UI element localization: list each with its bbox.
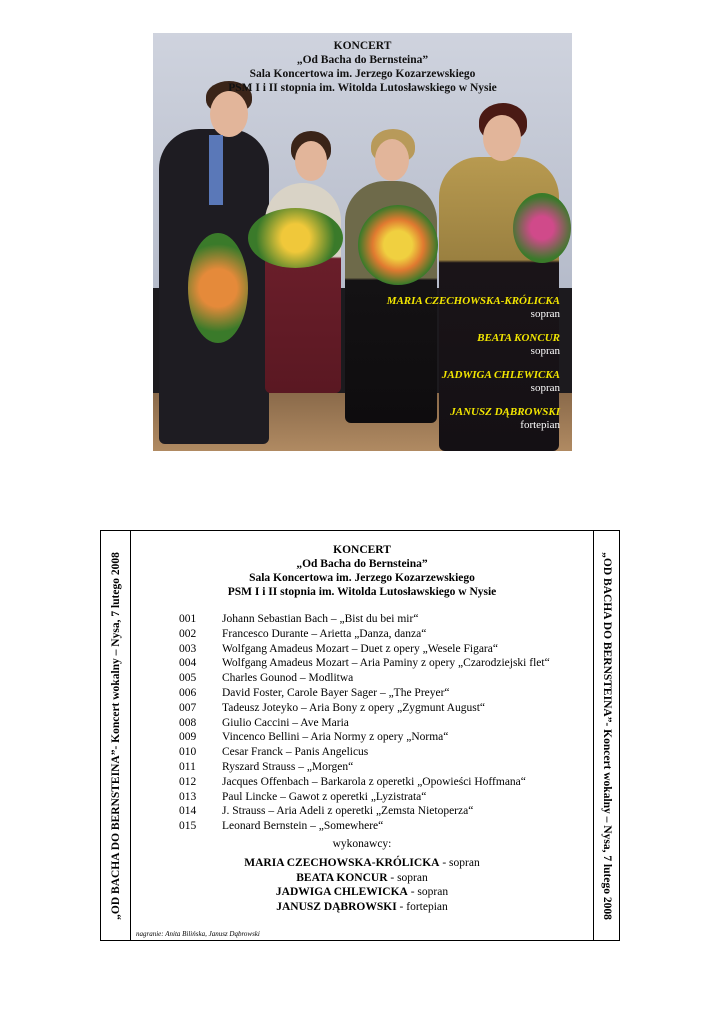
- track-title: Tadeusz Joteyko – Aria Bony z opery „Zygmunt August“: [222, 701, 486, 714]
- track-row: [179, 656, 550, 671]
- track-row: [179, 716, 550, 731]
- performer-head-2: [295, 141, 327, 181]
- track-title: Francesco Durante – Arietta „Danza, danza“: [222, 627, 427, 640]
- track-number: 009: [179, 731, 197, 744]
- cover-title-line: „Od Bacha do Bernsteina”: [296, 54, 429, 66]
- bouquet-2: [248, 208, 343, 268]
- track-number: 010: [179, 746, 197, 759]
- bouquet-1: [188, 233, 248, 343]
- track-number: 001: [179, 613, 197, 625]
- performer-name: JANUSZ DĄBROWSKI: [450, 406, 560, 418]
- track-title: Charles Gounod – Modlitwa: [222, 672, 354, 685]
- performer-role: fortepian: [520, 419, 560, 431]
- track-row: [179, 701, 550, 716]
- track-number: 005: [179, 672, 197, 685]
- cover-performer: [387, 295, 560, 321]
- spine-right: [593, 531, 619, 940]
- track-row: [179, 760, 550, 775]
- bouquet-3: [358, 205, 438, 285]
- track-number: 007: [179, 701, 197, 714]
- performer-role: sopran: [530, 345, 560, 357]
- performer-head-1: [210, 91, 248, 137]
- track-title: Johann Sebastian Bach – „Bist du bei mir“: [222, 613, 419, 625]
- performer-name: MARIA CZECHOWSKA-KRÓLICKA: [386, 295, 560, 307]
- performer-line: [131, 856, 593, 871]
- performers-block: [131, 837, 593, 915]
- performer-role: sopran: [530, 382, 560, 394]
- performer-line: [131, 900, 593, 915]
- track-title: J. Strauss – Aria Adeli z operetki „Zemsta Nietoperza“: [222, 805, 474, 818]
- track-number: 013: [179, 790, 197, 803]
- track-list: [179, 612, 550, 834]
- cover-title-line: Sala Koncertowa im. Jerzego Kozarzewskiego: [249, 68, 476, 80]
- track-number: 006: [179, 686, 197, 699]
- performer-role: sopran: [530, 308, 560, 320]
- performer-name: BEATA KONCUR: [477, 332, 560, 344]
- performer-line: [131, 885, 593, 900]
- track-row: [179, 671, 550, 686]
- performer-role: - sopran: [407, 886, 449, 899]
- track-number: 011: [179, 760, 196, 773]
- track-number: 004: [179, 657, 197, 670]
- track-row: [179, 745, 550, 760]
- spine-left: [101, 531, 131, 940]
- track-number: 003: [179, 642, 197, 655]
- track-title: David Foster, Carole Bayer Sager – „The Preyer“: [222, 686, 450, 699]
- performer-head-3: [375, 139, 409, 181]
- track-title: Ryszard Strauss – „Morgen“: [222, 760, 354, 773]
- performer-role: - sopran: [387, 871, 428, 884]
- back-title-line: „Od Bacha do Bernsteina”: [296, 558, 428, 570]
- track-title: Jacques Offenbach – Barkarola z operetki „Opowieści Hoffmana“: [222, 775, 526, 788]
- track-number: 008: [179, 716, 197, 729]
- back-title-line: KONCERT: [333, 544, 391, 556]
- track-number: 002: [179, 627, 197, 640]
- recording-credit: nagranie: Anita Bilińska, Janusz Dąbrowski: [136, 930, 260, 938]
- cover-performer: [387, 369, 560, 395]
- track-row: [179, 686, 550, 701]
- cover-title-line: KONCERT: [333, 40, 392, 52]
- performer-name: JADWIGA CHLEWICKA: [441, 369, 560, 381]
- track-title: Wolfgang Amadeus Mozart – Aria Paminy z opery „Czarodziejski flet“: [222, 657, 550, 670]
- track-row: [179, 730, 550, 745]
- bouquet-4: [513, 193, 571, 263]
- track-row: [179, 790, 550, 805]
- track-title: Cesar Franck – Panis Angelicus: [222, 746, 369, 759]
- performer-head-4: [483, 115, 521, 161]
- track-row: [179, 612, 550, 627]
- cover-photo: [153, 33, 572, 451]
- performer-line: [131, 871, 593, 886]
- cover-title-line: PSM I i II stopnia im. Witolda Lutosławskiego w Nysie: [228, 82, 497, 94]
- cover-performer: [387, 332, 560, 358]
- track-title: Paul Lincke – Gawot z operetki „Lyzistrata“: [222, 790, 427, 803]
- track-row: [179, 775, 550, 790]
- track-title: Vincenco Bellini – Aria Normy z opery „Norma“: [222, 731, 449, 744]
- track-title: Leonard Bernstein – „Somewhere“: [222, 820, 384, 833]
- track-number: 014: [179, 805, 197, 818]
- cover-performers: [387, 295, 560, 443]
- track-number: 015: [179, 820, 197, 833]
- performer-tie-1: [209, 135, 223, 205]
- spine-right-text: „OD BACHA DO BERNSTEINA”- Koncert wokalny – Nysa, 7 lutego 2008: [600, 551, 613, 920]
- track-row: [179, 804, 550, 819]
- track-title: Wolfgang Amadeus Mozart – Duet z opery „Wesele Figara“: [222, 642, 498, 655]
- cover-title: [153, 39, 572, 95]
- spine-left-text: „OD BACHA DO BERNSTEINA”- Koncert wokalny – Nysa, 7 lutego 2008: [109, 551, 122, 920]
- performers-label: wykonawcy:: [332, 838, 392, 850]
- performer-role: - sopran: [439, 856, 480, 869]
- back-inlay: [100, 530, 620, 941]
- back-title-line: Sala Koncertowa im. Jerzego Kozarzewskiego: [249, 572, 475, 584]
- back-title: [131, 543, 593, 599]
- track-row: [179, 642, 550, 657]
- performer-name: MARIA CZECHOWSKA-KRÓLICKA: [244, 856, 440, 869]
- track-row: [179, 819, 550, 834]
- performer-name: JANUSZ DĄBROWSKI: [276, 901, 397, 914]
- back-title-line: PSM I i II stopnia im. Witolda Lutosławskiego w Nysie: [227, 586, 497, 598]
- performer-name: BEATA KONCUR: [296, 871, 388, 884]
- track-row: [179, 627, 550, 642]
- track-title: Giulio Caccini – Ave Maria: [222, 716, 349, 729]
- performer-role: - fortepian: [396, 901, 448, 914]
- performer-name: JADWIGA CHLEWICKA: [275, 886, 408, 899]
- cover-performer: [387, 406, 560, 432]
- track-number: 012: [179, 775, 197, 788]
